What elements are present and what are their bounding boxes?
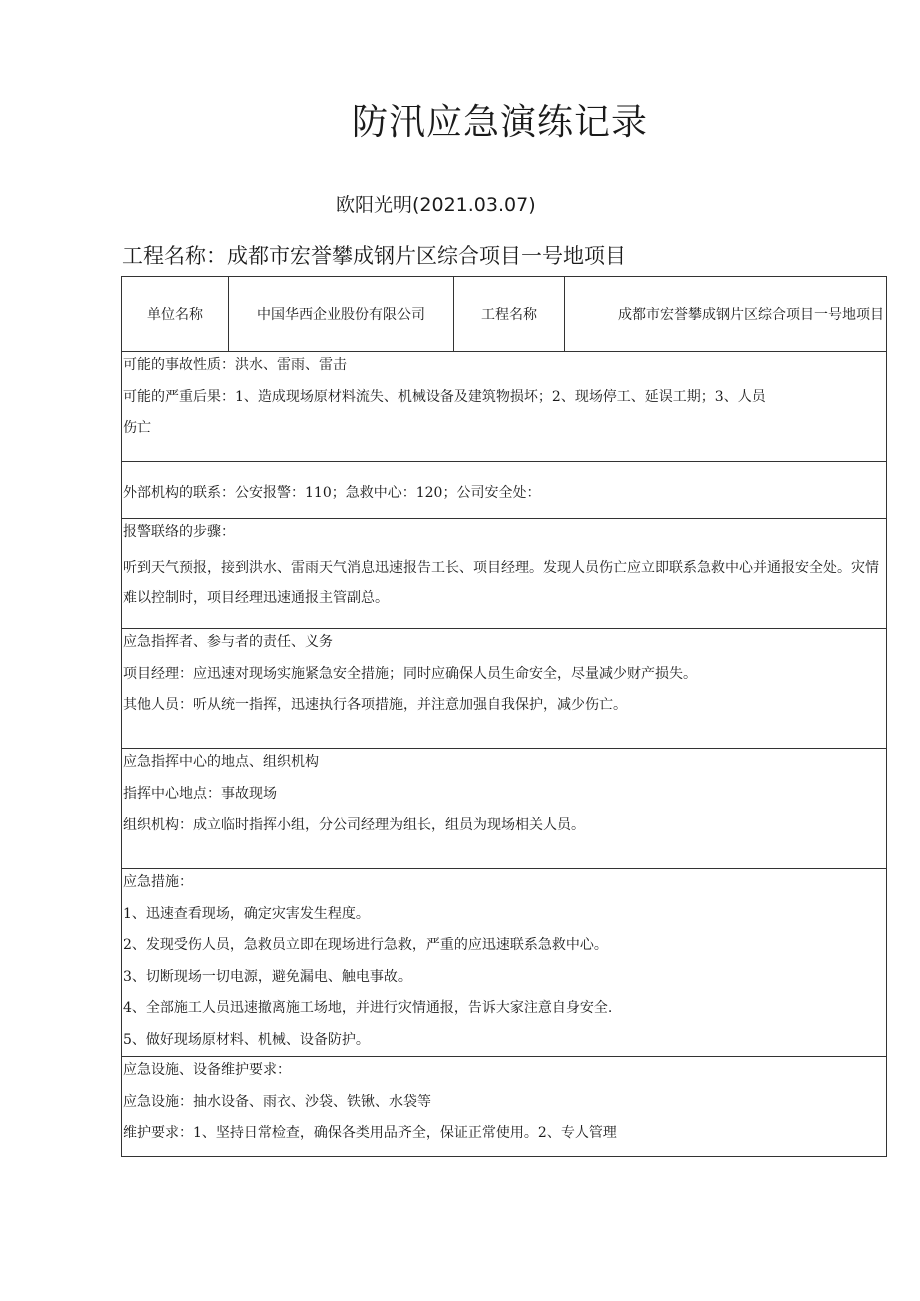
- command-location: 指挥中心地点：事故现场: [123, 785, 277, 802]
- duties-manager: 项目经理：应迅速对现场实施紧急安全措施；同时应确保人员生命安全，尽量减少财产损失。: [123, 665, 697, 682]
- facilities-heading: 应急设施、设备维护要求：: [123, 1062, 291, 1078]
- duties-others: 其他人员：听从统一指挥，迅速执行各项措施，并注意加强自我保护，减少伤亡。: [123, 697, 627, 713]
- document-title: 防汛应急演练记录: [351, 102, 648, 143]
- measure-item: 2、发现受伤人员，急救员立即在现场进行急救，严重的应迅速联系急救中心。: [123, 937, 608, 953]
- table-header-row: [122, 277, 886, 352]
- command-organization: 组织机构：成立临时指挥小组，分公司经理为组长，组员为现场相关人员。: [123, 817, 585, 833]
- measures-section: [122, 869, 886, 1057]
- duties-section: [122, 629, 886, 749]
- alarm-body: 听到天气预报，接到洪水、雷雨天气消息迅速报告工长、项目经理。发现人员伤亡应立即联系急救中心并通报安全处。灾情难以控制时，项目经理迅速通报主管副总。: [123, 559, 879, 606]
- measure-item: 5、做好现场原材料、机械、设备防护。: [123, 1031, 370, 1048]
- measure-item: 4、全部施工人员迅速撤离施工场地，并进行灾情通报，告诉大家注意自身安全.: [123, 1000, 613, 1016]
- accident-nature: 可能的事故性质：洪水、雷雨、雷击: [123, 357, 347, 373]
- unit-name-label: 单位名称: [122, 277, 229, 351]
- unit-name-value: 中国华西企业股份有限公司: [229, 277, 454, 351]
- alarm-section: [122, 519, 886, 629]
- project-heading: 工程名称：成都市宏誉攀成钢片区综合项目一号地项目: [122, 244, 626, 268]
- facilities-section: [122, 1057, 886, 1156]
- author-line: 欧阳光明(2021.03.07): [336, 194, 536, 216]
- accident-consequence-cont: 伤亡: [123, 420, 151, 436]
- duties-heading: 应急指挥者、参与者的责任、义务: [123, 634, 333, 650]
- accident-consequence: 可能的严重后果：1、造成现场原材料流失、机械设备及建筑物损坏；2、现场停工、延误工期；3、人员: [123, 388, 766, 405]
- measure-item: 3、切断现场一切电源，避免漏电、触电事故。: [123, 968, 412, 985]
- facilities-maintenance: 维护要求：1、坚持日常检查，确保各类用品齐全，保证正常使用。2、专人管理: [123, 1125, 617, 1141]
- measure-item: 1、迅速查看现场，确定灾害发生程度。: [123, 905, 370, 922]
- external-contacts: 外部机构的联系：公安报警：110；急救中心：120；公司安全处：: [123, 485, 541, 501]
- record-table: [121, 276, 887, 1157]
- command-heading: 应急指挥中心的地点、组织机构: [123, 754, 319, 770]
- external-contacts-section: [122, 462, 886, 519]
- facilities-equipment: 应急设施：抽水设备、雨衣、沙袋、铁锹、水袋等: [123, 1093, 431, 1110]
- alarm-heading: 报警联络的步骤：: [123, 524, 235, 540]
- command-section: [122, 749, 886, 869]
- project-name-label: 工程名称: [454, 277, 565, 351]
- measures-heading: 应急措施：: [123, 874, 193, 890]
- accident-section: [122, 352, 886, 462]
- project-name-value: 成都市宏誉攀成钢片区综合项目一号地项目: [618, 307, 884, 323]
